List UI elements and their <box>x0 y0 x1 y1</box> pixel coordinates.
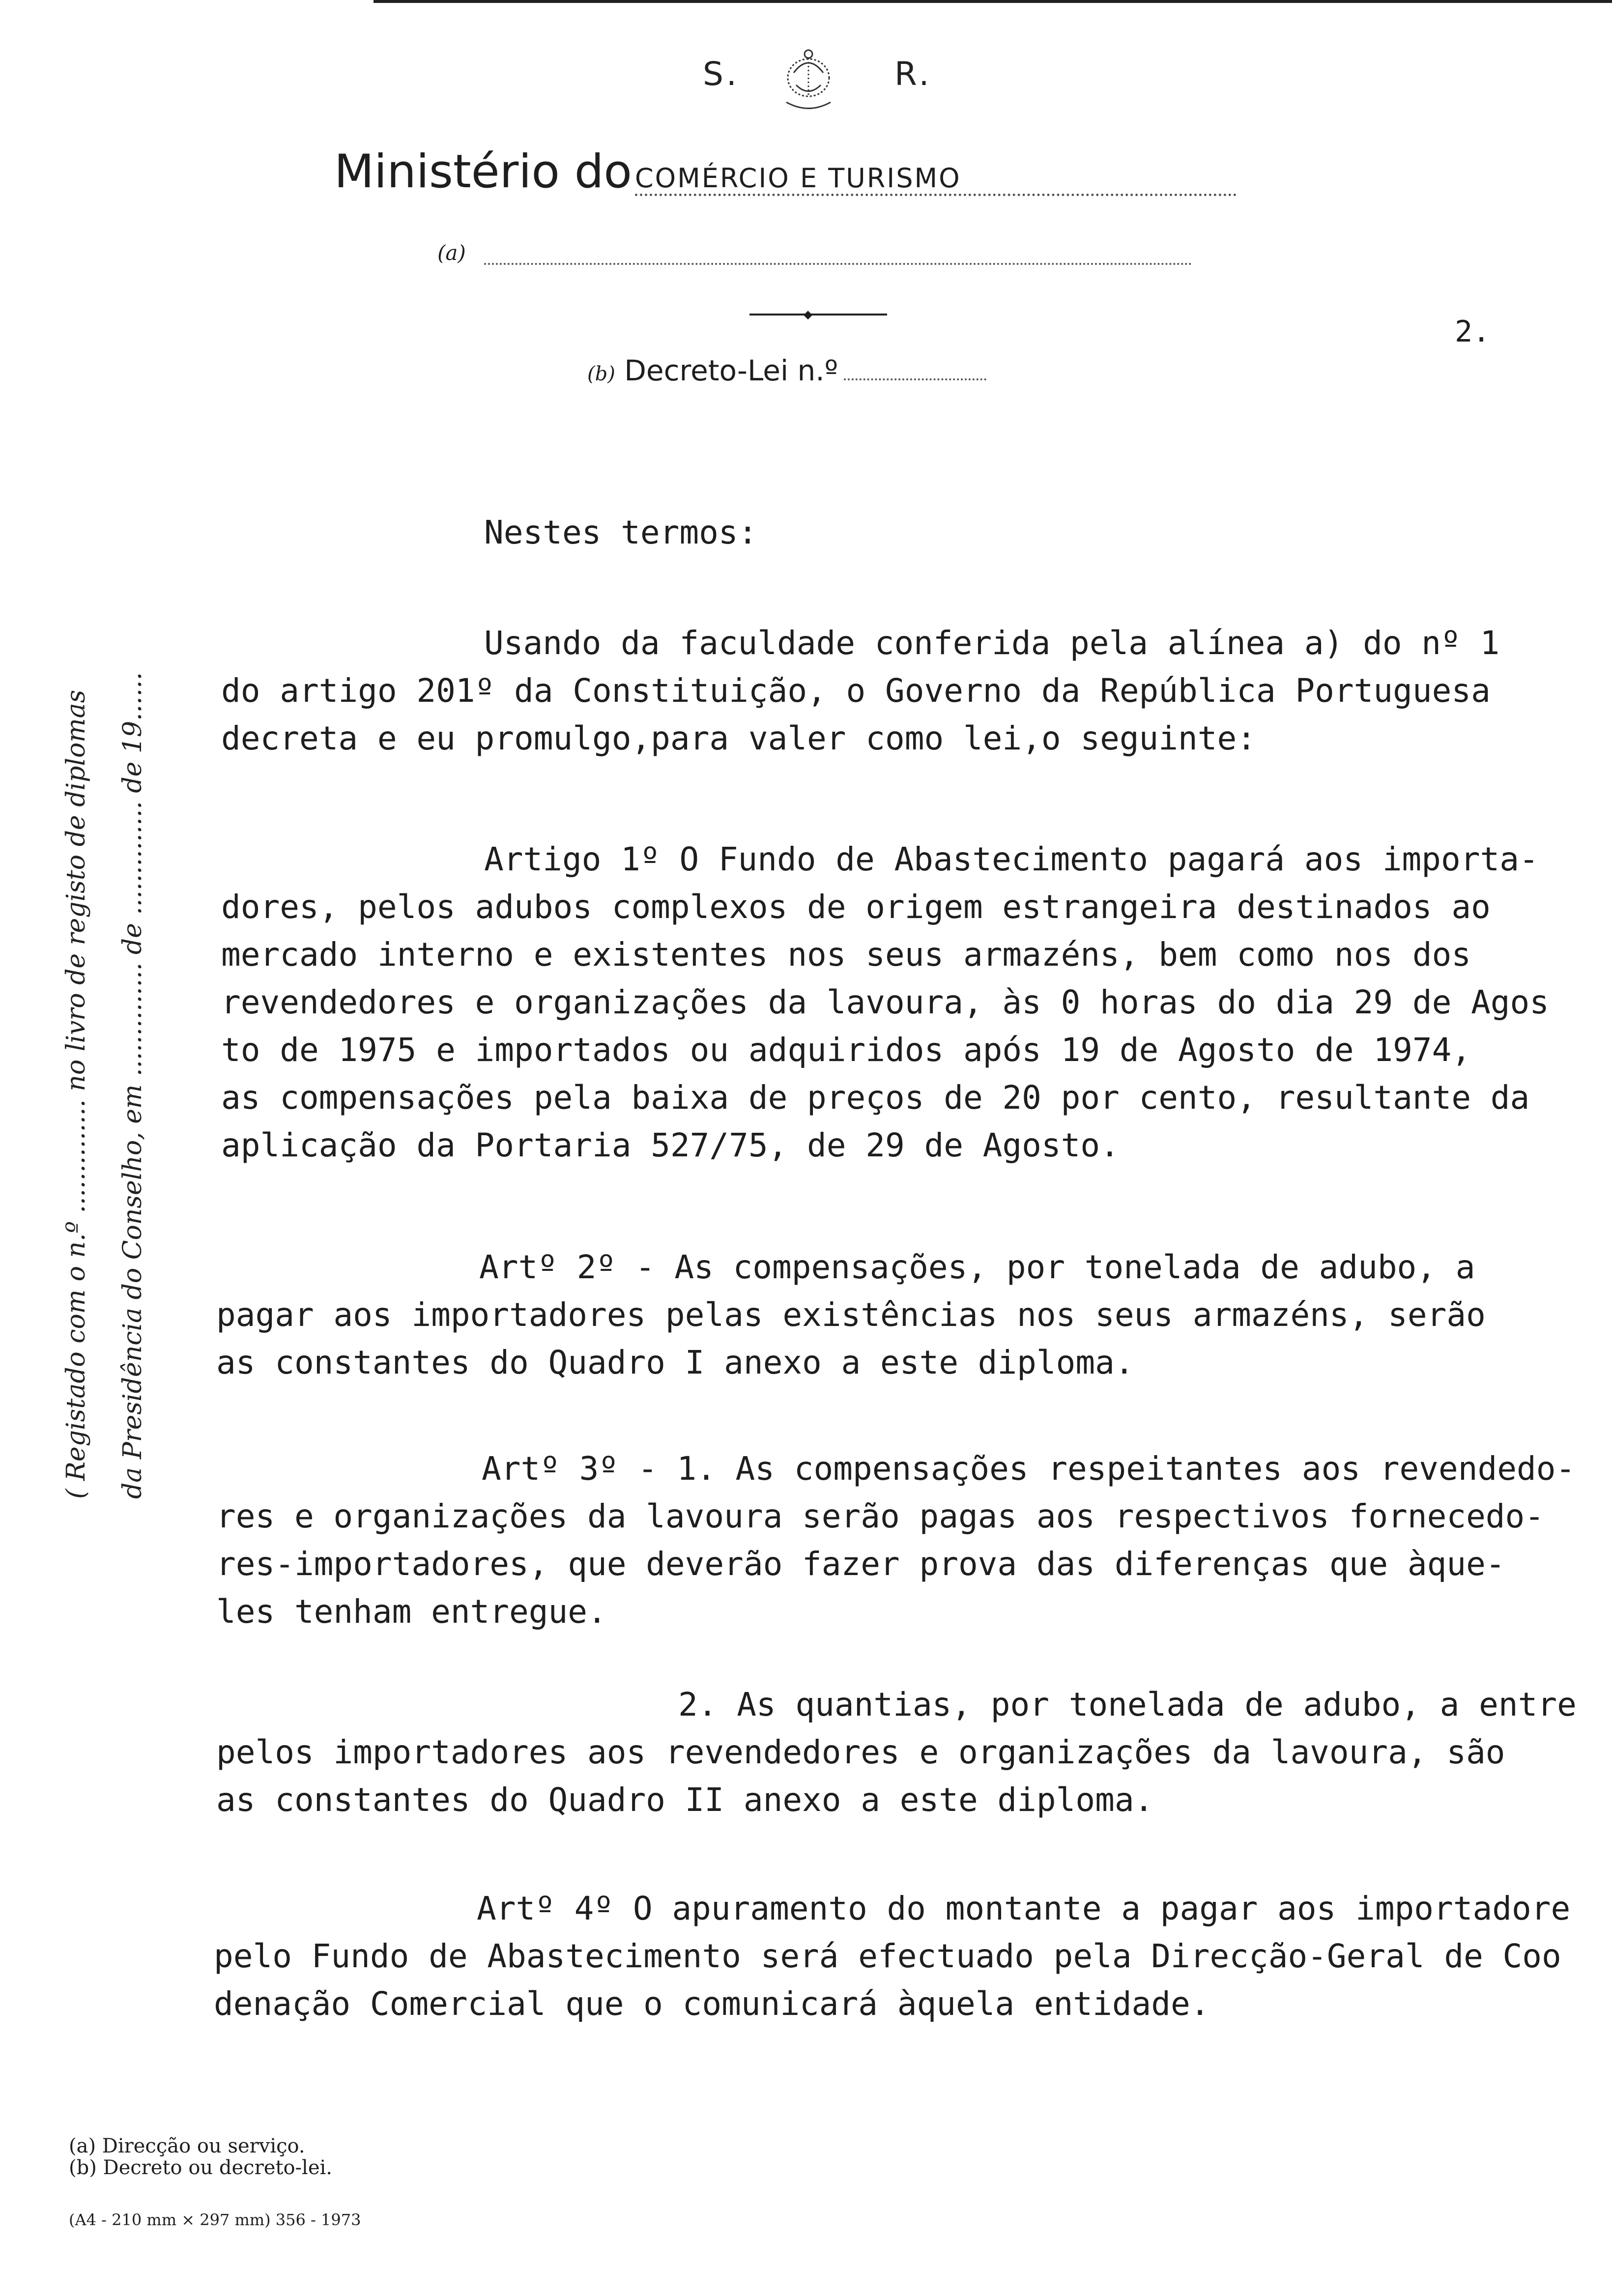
divider-diamond-icon: ◆ <box>804 306 813 323</box>
text-line: pagar aos importadores pelas existências nos seus armazéns, serão <box>216 1296 1486 1334</box>
paragraph-article-3 <box>214 1445 1610 1636</box>
text-line: les tenham entregue. <box>216 1593 607 1631</box>
text-line: Artº 4º O apuramento do montante a pagar aos importadore <box>477 1890 1571 1927</box>
footnote-a: (a) Direcção ou serviço. <box>69 2135 305 2157</box>
text-line: as constantes do Quadro I anexo a este diploma. <box>216 1344 1134 1381</box>
footnotes <box>69 2135 332 2179</box>
text-line: dores, pelos adubos complexos de origem estrangeira destinados ao <box>221 888 1491 926</box>
decree-number-field <box>844 378 986 380</box>
text-line: Usando da faculdade conferida pela alínea a) do nº 1 <box>484 624 1500 662</box>
paragraph-article-2 <box>214 1243 1610 1386</box>
footnote-b: (b) Decreto ou decreto-lei. <box>69 2156 333 2179</box>
paper-format-note: (A4 - 210 mm × 297 mm) 356 - 1973 <box>69 2210 361 2229</box>
text-line: do artigo 201º da Constituição, o Governo da República Portuguesa <box>221 672 1491 710</box>
margin-line-2: da Presidência do Conselho, em .............. de .............. de 19...... <box>118 672 147 1499</box>
decree-label: Decreto-Lei n.º <box>624 354 838 387</box>
text-line: 2. As quantias, por tonelada de adubo, a entre <box>678 1686 1577 1723</box>
margin-registration-note <box>61 565 174 1499</box>
text-line: pelo Fundo de Abastecimento será efectuado pela Direcção-Geral de Coo <box>214 1937 1561 1975</box>
text-line: res-importadores, que deverão fazer prova das diferenças que àque- <box>216 1545 1505 1583</box>
text-line: Artº 2º - As compensações, por tonelada de adubo, a <box>479 1248 1475 1286</box>
ministry-name: COMÉRCIO E TURISMO <box>635 163 1237 196</box>
text-line: to de 1975 e importados ou adquiridos após 19 de Agosto de 1974, <box>221 1031 1471 1069</box>
text-line: Artº 3º - 1. As compensações respeitantes aos revendedo- <box>482 1450 1576 1488</box>
top-rule <box>374 0 1612 3</box>
text-line: denação Comercial que o comunicará àquela entidade. <box>214 1985 1210 2023</box>
coat-of-arms-icon <box>767 43 850 117</box>
field-a-line <box>484 263 1192 265</box>
decree-line <box>587 354 986 387</box>
text-line: as compensações pela baixa de preços de 20 por cento, resultante da <box>221 1079 1530 1117</box>
text-line: revendedores e organizações da lavoura, às 0 horas do dia 29 de Agos <box>221 983 1550 1021</box>
text-line: pelos importadores aos revendedores e organizações da lavoura, são <box>216 1733 1505 1771</box>
text-line: decreta e eu promulgo,para valer como lei,o seguinte: <box>221 719 1256 757</box>
text-line: aplicação da Portaria 527/75, de 29 de Agosto. <box>221 1126 1120 1164</box>
ministry-prefix: Ministério do <box>334 145 632 199</box>
page-number: 2. <box>1455 315 1491 349</box>
divider <box>749 314 887 316</box>
paragraph-article-1 <box>214 835 1610 1169</box>
text-line: Artigo 1º O Fundo de Abastecimento pagará aos importa- <box>484 840 1539 878</box>
ministry-title <box>334 145 1237 199</box>
text-line: res e organizações da lavoura serão pagas aos respectivos fornecedo- <box>216 1497 1545 1535</box>
decree-mark: (b) <box>587 363 615 385</box>
header-letter-s: S. <box>703 55 740 93</box>
body-heading: Nestes termos: <box>484 514 758 551</box>
text-line: mercado interno e existentes nos seus armazéns, bem como nos dos <box>221 936 1471 974</box>
field-a-label: (a) <box>437 241 466 265</box>
paragraph-preamble <box>214 619 1610 762</box>
header-letter-r: R. <box>894 55 932 93</box>
paragraph-article-3-2 <box>214 1681 1610 1824</box>
paragraph-article-4 <box>214 1885 1610 2028</box>
margin-line-1: ( Registado com o n.º .............. no livro de registo de diplomas <box>61 689 91 1499</box>
text-line: as constantes do Quadro II anexo a este diploma. <box>216 1781 1154 1819</box>
